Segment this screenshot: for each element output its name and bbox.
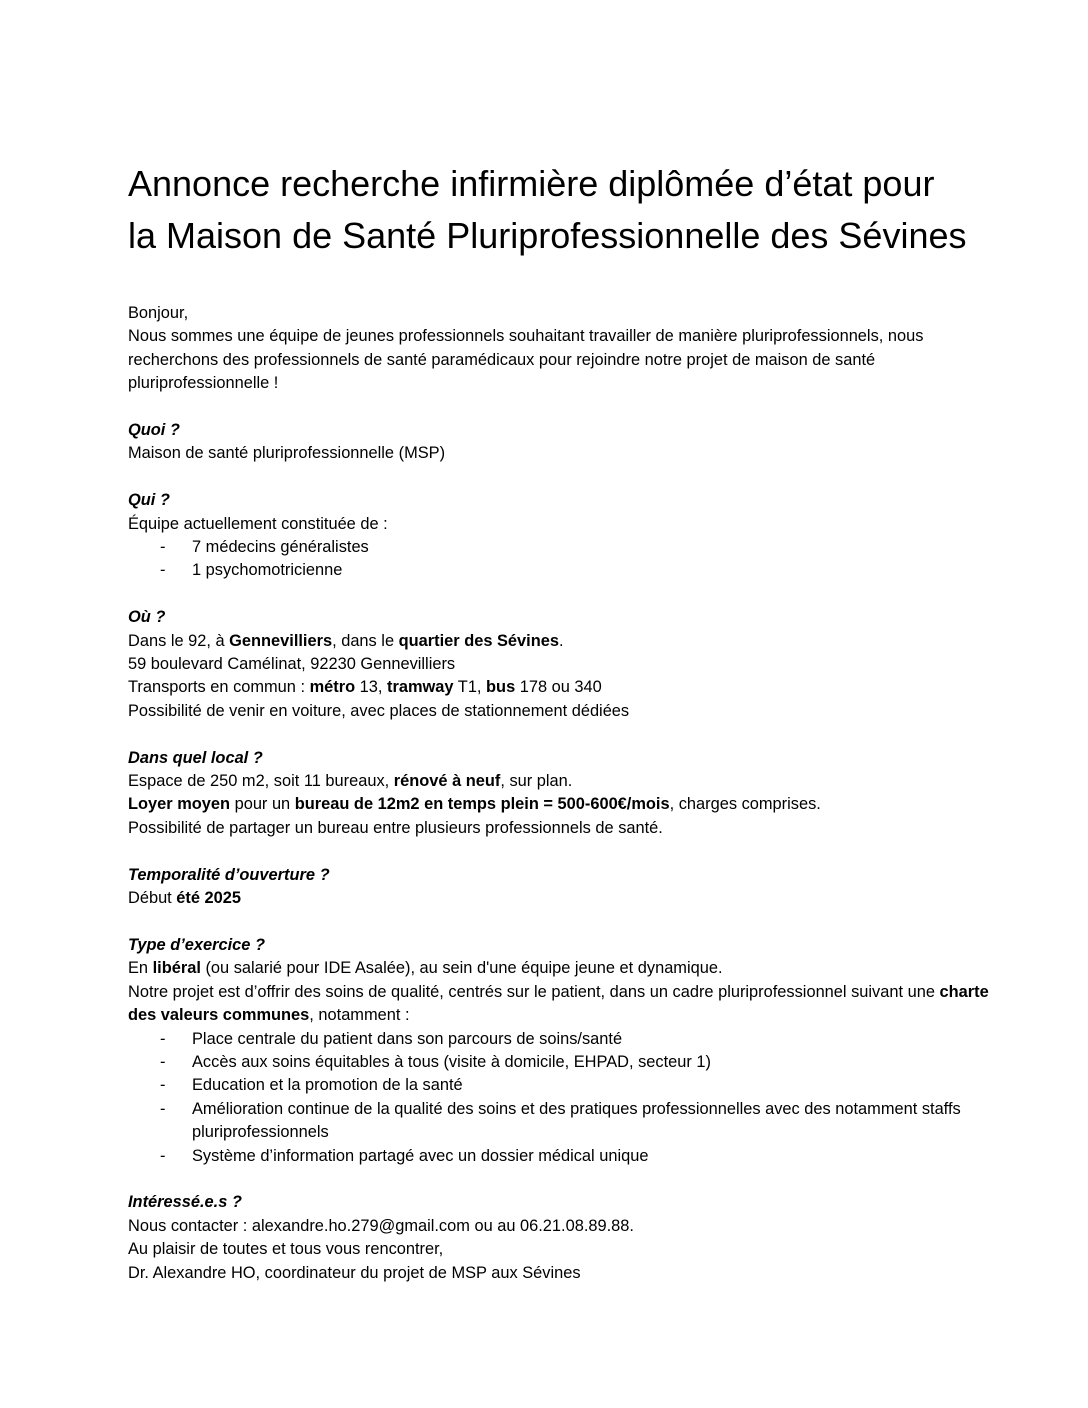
section-temporalite bbox=[128, 864, 1008, 911]
list-item: - Amélioration continue de la qualité des soins et des pratiques professionnelles avec des notamment staffs pluriprofessionnels bbox=[160, 1099, 961, 1142]
list-item: - Place centrale du patient dans son parcours de soins/santé bbox=[128, 1028, 1008, 1051]
section-title-contact: Intéressé.e.s ? bbox=[128, 1193, 242, 1212]
signature-line: Dr. Alexandre HO, coordinateur du projet de MSP aux Sévines bbox=[128, 1263, 581, 1282]
dash-bullet: - bbox=[160, 1099, 166, 1118]
title-line-2: la Maison de Santé Pluriprofessionnelle des Sévines bbox=[128, 215, 967, 256]
dash-bullet: - bbox=[160, 561, 166, 580]
title-line-1: Annonce recherche infirmière diplômée d’état pour bbox=[128, 163, 935, 204]
team-list bbox=[128, 536, 1008, 583]
greeting: Bonjour, bbox=[128, 304, 189, 322]
dash-bullet: - bbox=[160, 1052, 166, 1071]
list-item: - Système d’information partagé avec un dossier médical unique bbox=[128, 1145, 1008, 1168]
section-contact bbox=[128, 1191, 1008, 1285]
location-line: Dans le 92, à Gennevilliers, dans le quartier des Sévines. bbox=[128, 631, 564, 650]
document-body bbox=[128, 302, 1008, 1285]
rent-line: Loyer moyen pour un bureau de 12m2 en temps plein = 500-600€/mois, charges comprises. bbox=[128, 795, 821, 814]
section-ou bbox=[128, 606, 1008, 723]
section-quoi bbox=[128, 419, 1008, 466]
closing-line: Au plaisir de toutes et tous vous rencontrer, bbox=[128, 1240, 444, 1259]
quoi-text: Maison de santé pluriprofessionnelle (MSP) bbox=[128, 444, 446, 463]
section-title-exercice: Type d’exercice ? bbox=[128, 935, 265, 954]
list-item: - 7 médecins généralistes bbox=[128, 536, 1008, 559]
list-item: - Education et la promotion de la santé bbox=[128, 1074, 1008, 1097]
section-title-temporalite: Temporalité d’ouverture ? bbox=[128, 865, 330, 884]
section-local bbox=[128, 747, 1008, 841]
transport-line: Transports en commun : métro 13, tramway T1, bus 178 ou 340 bbox=[128, 678, 602, 697]
address-line: 59 boulevard Camélinat, 92230 Gennevilliers bbox=[128, 655, 456, 674]
section-title-local: Dans quel local ? bbox=[128, 748, 263, 767]
space-line: Espace de 250 m2, soit 11 bureaux, rénové à neuf, sur plan. bbox=[128, 772, 573, 791]
document-title bbox=[128, 158, 1008, 262]
dash-bullet: - bbox=[160, 1146, 166, 1165]
intro-section bbox=[128, 302, 1008, 396]
share-line: Possibilité de partager un bureau entre plusieurs professionnels de santé. bbox=[128, 818, 663, 837]
contact-line: Nous contacter : alexandre.ho.279@gmail.com ou au 06.21.08.89.88. bbox=[128, 1216, 634, 1235]
section-title-ou: Où ? bbox=[128, 608, 166, 627]
document-page bbox=[128, 158, 1008, 1285]
section-title-quoi: Quoi ? bbox=[128, 421, 180, 440]
parking-line: Possibilité de venir en voiture, avec places de stationnement dédiées bbox=[128, 701, 630, 720]
list-item: - 1 psychomotricienne bbox=[128, 559, 1008, 582]
section-exercice bbox=[128, 934, 1008, 1168]
values-list bbox=[128, 1028, 1008, 1168]
opening-line: Début été 2025 bbox=[128, 889, 242, 908]
practice-line: En libéral (ou salarié pour IDE Asalée), au sein d'une équipe jeune et dynamique. bbox=[128, 959, 723, 978]
dash-bullet: - bbox=[160, 1076, 166, 1095]
intro-paragraph: Nous sommes une équipe de jeunes professionnels souhaitant travailler de manière pluriprofessionnels, nous recherchons des professionnels de santé paramédicaux pour rejoindre notre projet de maison de santé pluriprofessionnelle ! bbox=[128, 327, 924, 393]
project-paragraph: Notre projet est d’offrir des soins de qualité, centrés sur le patient, dans un cadre pluriprofessionnel suivant une charte des valeurs communes, notamment : bbox=[128, 982, 989, 1025]
list-item: - Accès aux soins équitables à tous (visite à domicile, EHPAD, secteur 1) bbox=[128, 1051, 1008, 1074]
section-title-qui: Qui ? bbox=[128, 491, 170, 510]
dash-bullet: - bbox=[160, 1029, 166, 1048]
dash-bullet: - bbox=[160, 538, 166, 557]
qui-text: Équipe actuellement constituée de : bbox=[128, 514, 388, 533]
section-qui bbox=[128, 489, 1008, 583]
